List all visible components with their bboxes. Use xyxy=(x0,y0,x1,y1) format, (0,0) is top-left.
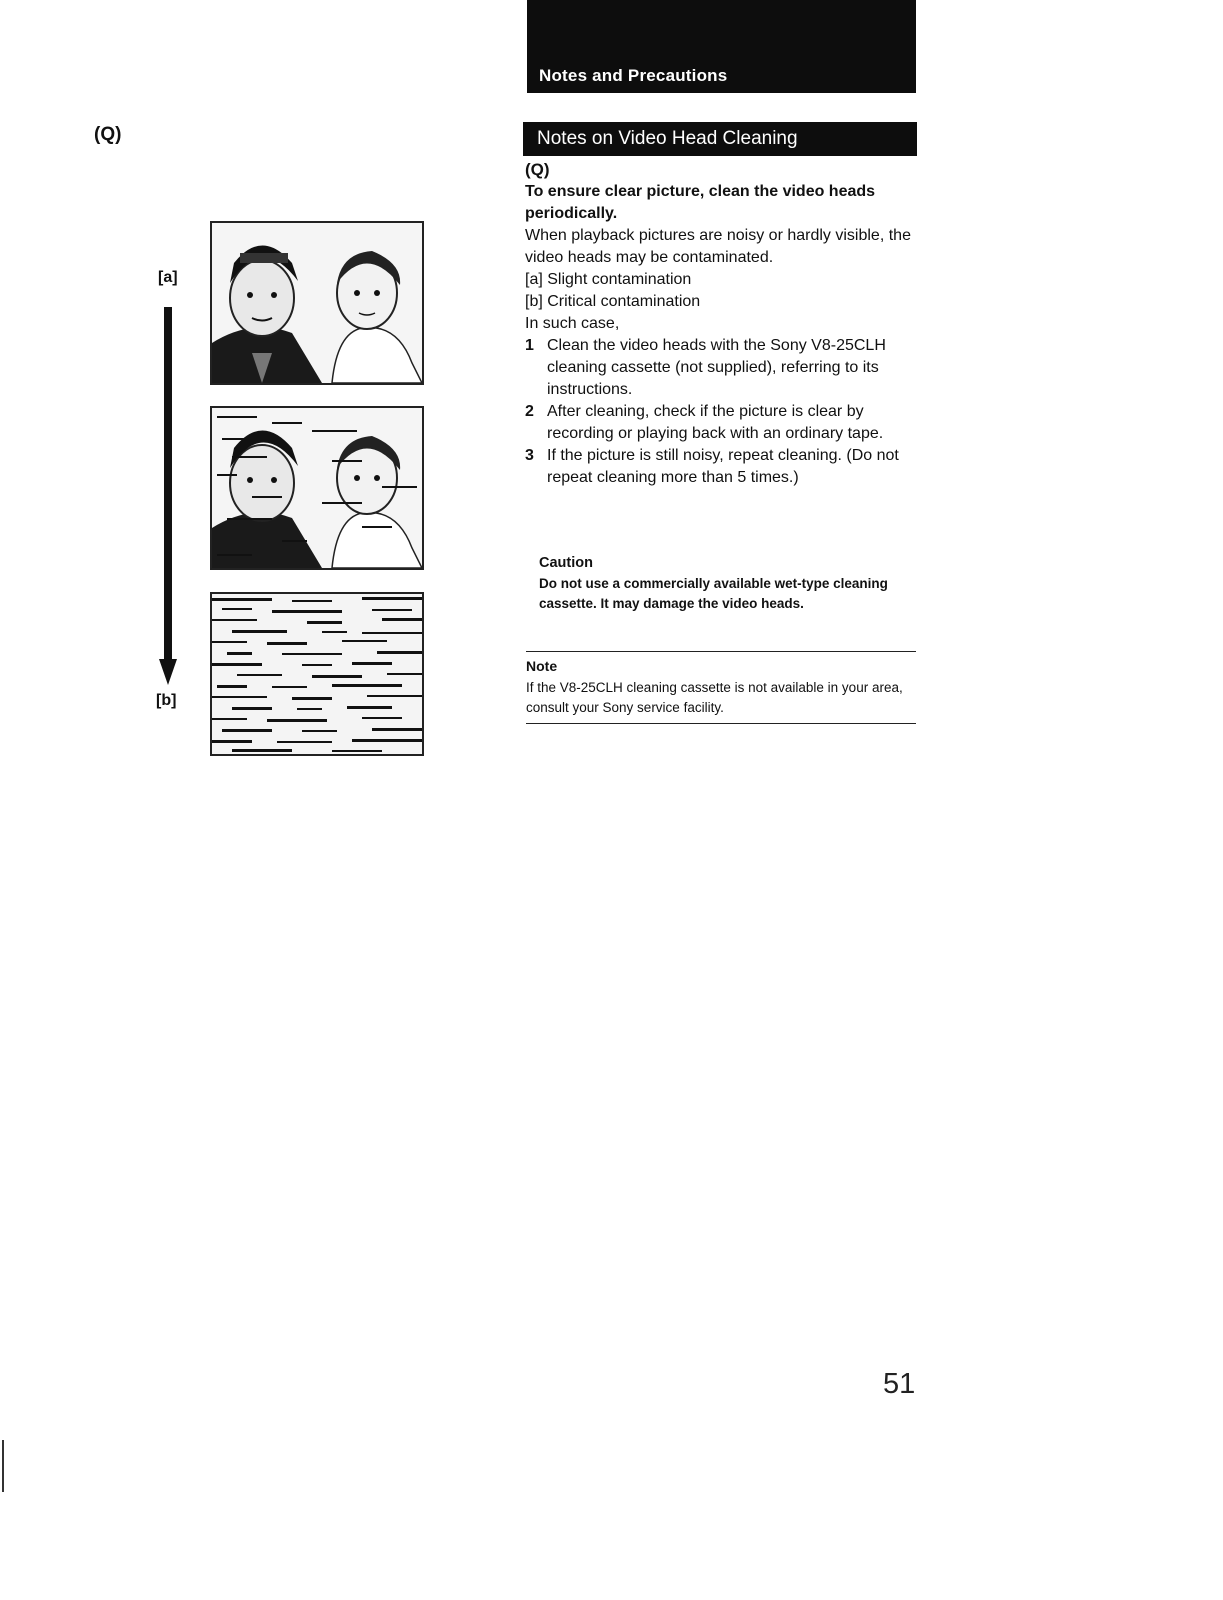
in-such-case: In such case, xyxy=(525,315,620,332)
item-a: [a] Slight contamination xyxy=(525,271,692,288)
section-header-label: Notes and Precautions xyxy=(539,66,728,85)
section-header-band xyxy=(527,0,916,93)
tv-frame-moderate xyxy=(210,406,424,570)
portrait-image-clear xyxy=(212,223,422,383)
scan-edge-mark xyxy=(2,1440,4,1492)
step-text: After cleaning, check if the picture is clear by recording or playing back with an ordinary tape. xyxy=(547,403,884,442)
static-noise-image xyxy=(212,594,422,754)
step-number: 1 xyxy=(525,337,534,354)
step-3 xyxy=(525,445,920,489)
page-number: 51 xyxy=(883,1368,916,1400)
step-1 xyxy=(525,335,920,401)
caution-text: Do not use a commercially available wet-type cleaning cassette. It may damage the video heads. xyxy=(539,576,888,611)
section-title: Notes on Video Head Cleaning xyxy=(537,128,798,149)
item-b: [b] Critical contamination xyxy=(525,293,701,310)
figure-marker: (Q) xyxy=(94,124,122,145)
tv-frame-critical xyxy=(210,592,424,756)
caution-heading: Caution xyxy=(539,555,593,571)
step-number: 2 xyxy=(525,403,534,420)
content-marker: (Q) xyxy=(525,160,550,179)
section-title-bar xyxy=(523,122,917,156)
note-top-divider xyxy=(526,651,916,652)
lead-text: To ensure clear picture, clean the video heads periodically. xyxy=(525,183,876,222)
note-text: If the V8-25CLH cleaning cassette is not available in your area, consult your Sony service facility. xyxy=(526,680,903,715)
step-text: Clean the video heads with the Sony V8-25CLH cleaning cassette (not supplied), referring to its instructions. xyxy=(547,337,886,398)
tv-frame-slight xyxy=(210,221,424,385)
step-number: 3 xyxy=(525,447,534,464)
contamination-scale-arrow xyxy=(159,307,177,685)
caution-block xyxy=(539,553,919,614)
portrait-image-noisy xyxy=(212,408,422,568)
note-bottom-divider xyxy=(526,723,916,724)
step-2 xyxy=(525,401,920,445)
note-heading: Note xyxy=(526,658,558,674)
body-text xyxy=(525,225,920,489)
label-critical: [b] xyxy=(156,692,177,709)
label-slight: [a] xyxy=(158,269,178,286)
step-text: If the picture is still noisy, repeat cleaning. (Do not repeat cleaning more than 5 times.) xyxy=(547,447,899,486)
intro-paragraph: When playback pictures are noisy or hardly visible, the video heads may be contaminated. xyxy=(525,227,911,266)
